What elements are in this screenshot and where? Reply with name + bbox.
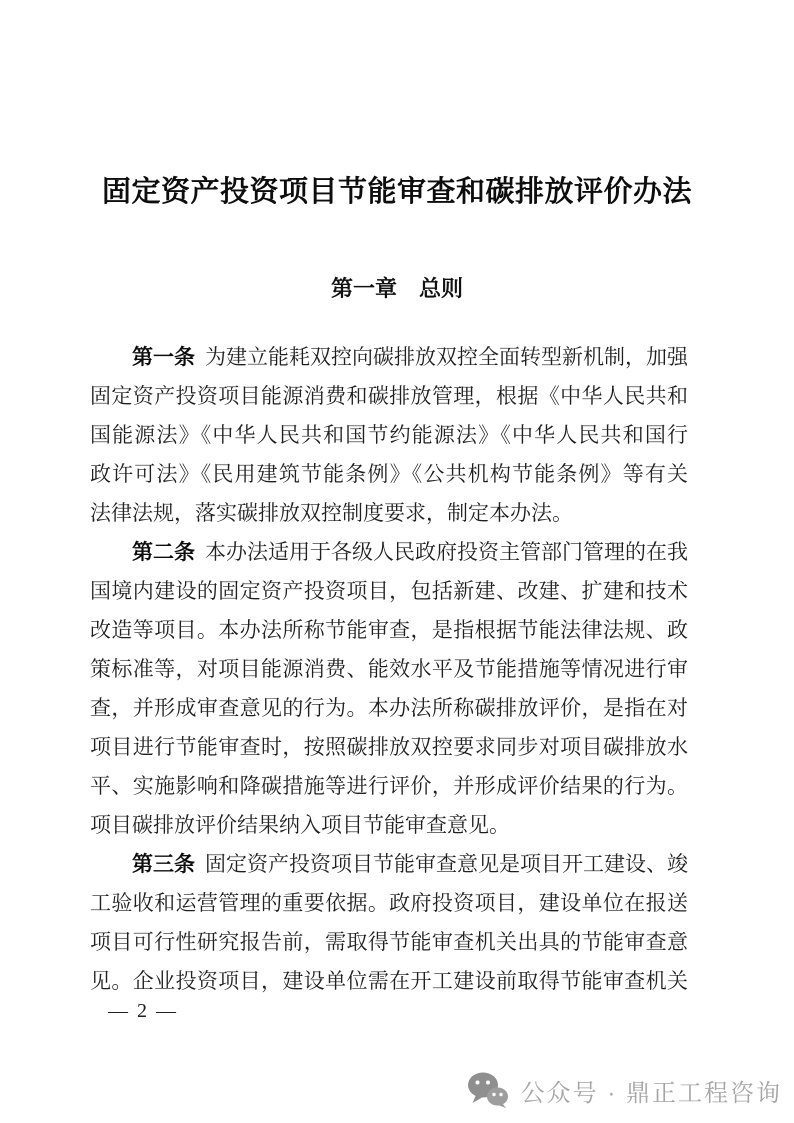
text-line: 工验收和运营管理的重要依据。政府投资项目，建设单位在报送 [90, 891, 688, 915]
text-line: 法律法规，落实碳排放双控制度要求，制定本办法。 [90, 501, 573, 525]
text-line: 见。企业投资项目，建设单位需在开工建设前取得节能审查机关 [90, 969, 688, 993]
text-line: 查，并形成审查意见的行为。本办法所称碳排放评价，是指在对 [90, 696, 688, 720]
article-2-label: 第二条 [132, 541, 195, 564]
text-line [90, 845, 688, 884]
article-3-label: 第三条 [132, 853, 195, 876]
text-line: 改造等项目。本办法所称节能审查，是指根据节能法律法规、政 [90, 618, 688, 642]
document-body [90, 338, 688, 1001]
page-number: — 2 — [108, 1000, 178, 1022]
text-line: 策标准等，对项目能源消费、能效水平及节能措施等情况进行审 [90, 657, 688, 681]
text-line [90, 533, 688, 572]
text-line [90, 338, 688, 377]
text-line: 国境内建设的固定资产投资项目，包括新建、改建、扩建和技术 [90, 579, 688, 603]
text-line: 平、实施影响和降碳措施等进行评价，并形成评价结果的行为。 [90, 774, 688, 798]
wechat-watermark [467, 1072, 782, 1108]
document-title: 固定资产投资项目节能审查和碳排放评价办法 [101, 176, 692, 208]
text-line: 固定资产投资项目能源消费和碳排放管理，根据《中华人民共和 [90, 384, 688, 408]
chapter-heading: 第一章 总则 [330, 276, 463, 301]
paragraph-article-3 [90, 845, 688, 1001]
text-line: 政许可法》《民用建筑节能条例》《公共机构节能条例》等有关 [90, 462, 688, 486]
article-1-label: 第一条 [132, 346, 195, 369]
text-line: 项目进行节能审查时，按照碳排放双控要求同步对项目碳排放水 [90, 735, 688, 759]
text-line: 项目碳排放评价结果纳入项目节能审查意见。 [90, 813, 510, 837]
article-2-first-line: 本办法适用于各级人民政府投资主管部门管理的在我 [205, 540, 688, 564]
paragraph-article-1 [90, 338, 688, 533]
paragraph-article-2 [90, 533, 688, 845]
wechat-label: 公众号 · 鼎正工程咨询 [520, 1079, 782, 1107]
article-1-first-line: 为建立能耗双控向碳排放双控全面转型新机制，加强 [205, 345, 688, 369]
article-3-first-line: 固定资产投资项目节能审查意见是项目开工建设、竣 [205, 852, 688, 876]
wechat-icon [467, 1072, 509, 1108]
text-line: 项目可行性研究报告前，需取得节能审查机关出具的节能审查意 [90, 930, 688, 954]
text-line: 国能源法》《中华人民共和国节约能源法》《中华人民共和国行 [90, 423, 688, 447]
